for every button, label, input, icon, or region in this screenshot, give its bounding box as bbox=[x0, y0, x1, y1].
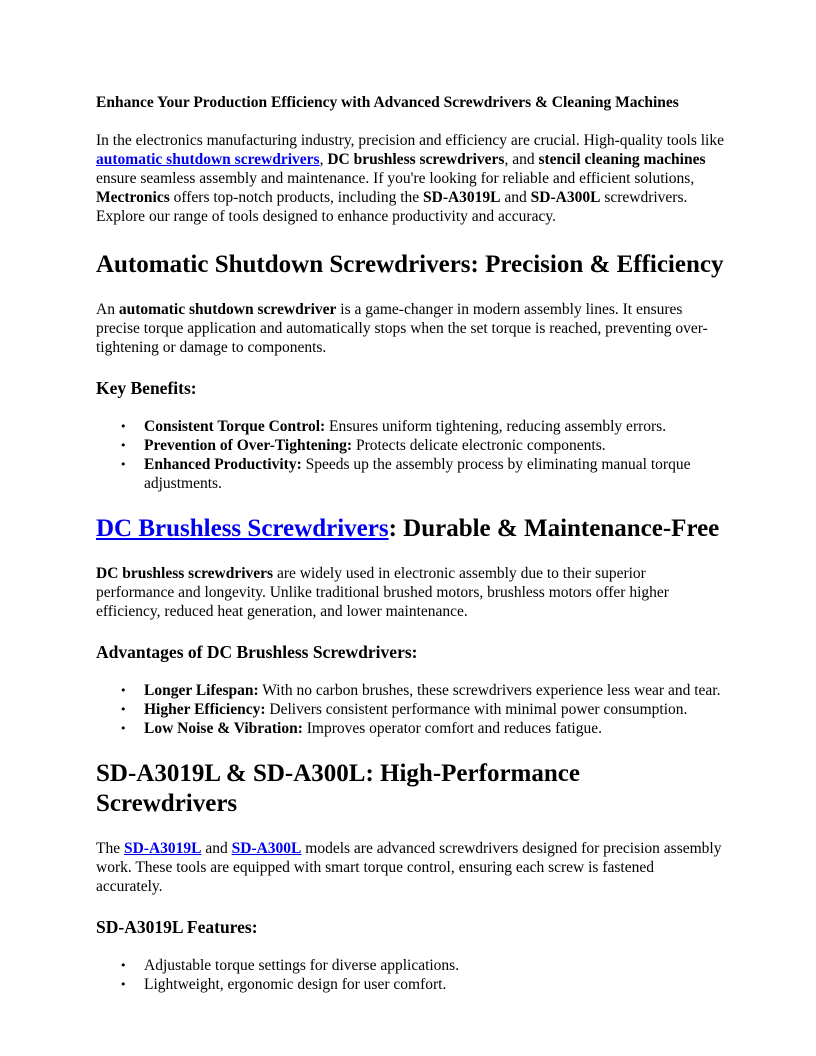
list-item-text: Protects delicate electronic components. bbox=[352, 437, 606, 454]
paragraph-text: The bbox=[96, 840, 124, 857]
list-item: • Lightweight, ergonomic design for user comfort. bbox=[144, 975, 724, 994]
list-item-label: Low Noise & Vibration: bbox=[144, 720, 303, 737]
bullet-list bbox=[96, 681, 724, 738]
list-item bbox=[144, 700, 724, 719]
list-item bbox=[144, 417, 724, 436]
intro-text: , bbox=[319, 151, 328, 168]
list-item-label: Enhanced Productivity: bbox=[144, 456, 302, 473]
list-item bbox=[144, 719, 724, 738]
list-item-text: Speeds up the assembly process by eliminating manual torque adjustments. bbox=[144, 456, 691, 492]
section-heading-automatic-shutdown: Automatic Shutdown Screwdrivers: Precision & Efficiency bbox=[96, 251, 724, 278]
sd-a3019l-link[interactable]: SD-A3019L bbox=[123, 840, 202, 857]
paragraph-text: An bbox=[96, 301, 119, 318]
intro-text: offers top-notch products, including the bbox=[169, 189, 424, 206]
list-item-text: Improves operator comfort and reduces fatigue. bbox=[302, 720, 602, 737]
section-paragraph bbox=[96, 300, 724, 357]
paragraph-text: models are advanced screwdrivers designed for precision assembly work. These tools are equipped with smart torque control, ensuring each screw is fastened accurately. bbox=[96, 840, 722, 895]
intro-bold-text: Mectronics bbox=[96, 189, 170, 206]
paragraph-bold-text: DC brushless screwdrivers bbox=[96, 565, 274, 582]
intro-text: screwdrivers. Explore our range of tools designed to enhance productivity and accuracy. bbox=[96, 189, 688, 225]
list-item-label: Longer Lifespan: bbox=[144, 682, 259, 699]
dc-brushless-screwdrivers-link[interactable]: DC Brushless Screwdrivers bbox=[96, 515, 389, 542]
list-item bbox=[144, 455, 724, 493]
subheading-key-benefits: Key Benefits: bbox=[96, 378, 197, 398]
section-paragraph bbox=[96, 564, 724, 621]
list-item-label: Consistent Torque Control: bbox=[144, 418, 326, 435]
paragraph-text: is a game-changer in modern assembly lines. It ensures precise torque application and automatically stops when the set torque is reached, preventing over-tightening or damage to components. bbox=[96, 301, 708, 356]
bullet-list bbox=[96, 417, 724, 493]
intro-paragraph bbox=[96, 131, 724, 226]
intro-bold-text: SD-A3019L bbox=[423, 189, 501, 206]
intro-bold-text: stencil cleaning machines bbox=[538, 151, 706, 168]
section-paragraph bbox=[96, 839, 724, 896]
intro-bold-text: DC brushless screwdrivers bbox=[327, 151, 505, 168]
paragraph-text: are widely used in electronic assembly due to their superior performance and longevity. Unlike traditional brushed motors, brushless motors offer higher efficiency, reduced heat generation, and lower maintenance. bbox=[96, 565, 669, 620]
list-item-text: Ensures uniform tightening, reducing assembly errors. bbox=[325, 418, 667, 435]
intro-text: and bbox=[500, 189, 531, 206]
intro-text: In the electronics manufacturing industry, precision and efficiency are crucial. High-quality tools like bbox=[96, 132, 724, 149]
intro-text: , and bbox=[504, 151, 539, 168]
list-item: • Adjustable torque settings for diverse applications. bbox=[144, 956, 724, 975]
intro-text: ensure seamless assembly and maintenance. If you're looking for reliable and efficient solutions, bbox=[96, 170, 695, 187]
heading-text: : Durable & Maintenance-Free bbox=[388, 515, 720, 542]
document-title: Enhance Your Production Efficiency with Advanced Screwdrivers & Cleaning Machines bbox=[96, 94, 679, 111]
list-item bbox=[144, 681, 724, 700]
list-item-label: Higher Efficiency: bbox=[144, 701, 266, 718]
list-item-text: With no carbon brushes, these screwdrivers experience less wear and tear. bbox=[258, 682, 721, 699]
section-heading-dc-brushless bbox=[96, 514, 724, 544]
subheading-advantages: Advantages of DC Brushless Screwdrivers: bbox=[96, 642, 418, 662]
automatic-shutdown-screwdrivers-link[interactable]: automatic shutdown screwdrivers bbox=[96, 151, 320, 168]
document-page bbox=[96, 93, 724, 1015]
list-item bbox=[144, 436, 724, 455]
list-item-text: Delivers consistent performance with minimal power consumption. bbox=[265, 701, 688, 718]
bullet-list bbox=[96, 956, 724, 994]
subheading-sd-a3019l-features: SD-A3019L Features: bbox=[96, 917, 258, 937]
section-heading-sd-models: SD-A3019L & SD-A300L: High-Performance Screwdrivers bbox=[96, 760, 580, 817]
paragraph-bold-text: automatic shutdown screwdriver bbox=[118, 301, 337, 318]
paragraph-text: and bbox=[201, 840, 232, 857]
list-item-label: Prevention of Over-Tightening: bbox=[144, 437, 353, 454]
intro-bold-text: SD-A300L bbox=[530, 189, 601, 206]
sd-a300l-link[interactable]: SD-A300L bbox=[231, 840, 302, 857]
